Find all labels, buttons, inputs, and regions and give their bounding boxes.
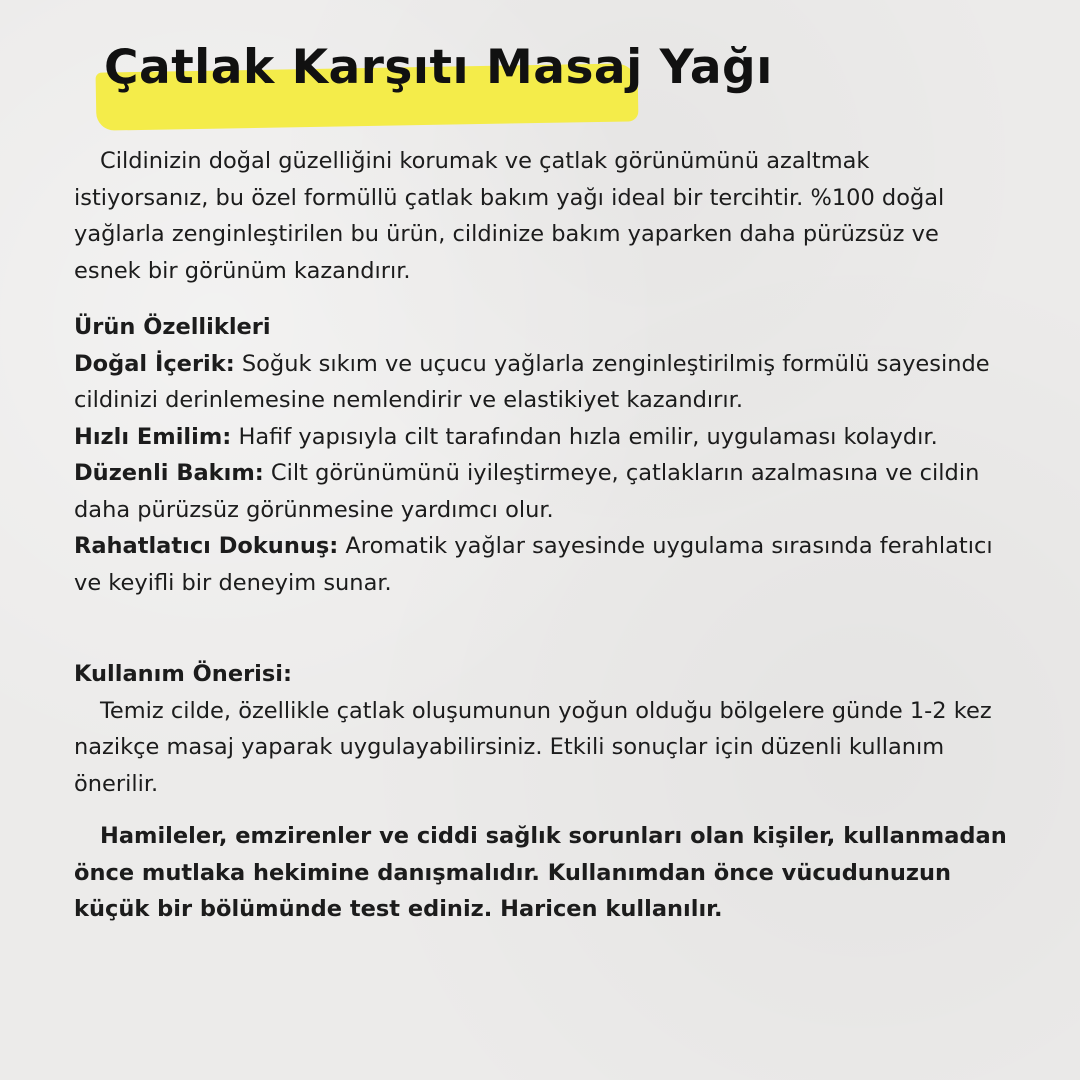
feature-text: Soğuk sıkım ve uçucu yağlarla zenginleştirilmiş formülü sayesinde cildinizi derinlemesine nemlendirir ve elastikiyet kazandırır. — [74, 350, 990, 413]
feature-text: Cilt görünümünü iyileştirmeye, çatlakların azalmasına ve cildin daha pürüzsüz görünmesine yardımcı olur. — [74, 460, 980, 523]
feature-text: Hafif yapısıyla cilt tarafından hızla emilir, uygulaması kolaydır. — [231, 423, 938, 450]
feature-label: Hızlı Emilim: — [74, 423, 232, 450]
usage-text: Temiz cilde, özellikle çatlak oluşumunun yoğun olduğu bölgelere günde 1-2 kez nazikçe masaj yaparak uygulayabilirsiniz. Etkili sonuçlar için düzenli kullanım önerilir. — [74, 697, 992, 797]
usage-paragraph — [74, 693, 1009, 803]
intro-paragraph — [74, 143, 1009, 289]
feature-item-rahatlatici-dokunus — [74, 528, 1009, 601]
title-area — [96, 38, 996, 128]
warning-text: Hamileler, emzirenler ve ciddi sağlık sorunları olan kişiler, kullanmadan önce mutlaka hekimine danışmalıdır. Kullanımdan önce vücudunuzun küçük bir bölümünde test ediniz. Haricen kullanılır. — [74, 823, 1007, 922]
page-title: Çatlak Karşıtı Masaj Yağı — [104, 40, 773, 95]
intro-text: Cildinizin doğal güzelliğini korumak ve çatlak görünümünü azaltmak istiyorsanız, bu özel formüllü çatlak bakım yağı ideal bir tercihtir. %100 doğal yağlarla zenginleştirilen bu ürün, cildinize bakım yaparken daha pürüzsüz ve esnek bir görünüm kazandırır. — [74, 148, 945, 284]
warning-paragraph — [74, 818, 1009, 928]
features-section — [74, 309, 1009, 601]
features-heading: Ürün Özellikleri — [74, 314, 271, 340]
feature-text: Aromatik yağlar sayesinde uygulama sırasında ferahlatıcı ve keyifli bir deneyim sunar. — [74, 533, 993, 596]
feature-item-dogal-icerik — [74, 346, 1009, 419]
feature-item-duzenli-bakim — [74, 455, 1009, 528]
feature-label: Düzenli Bakım: — [74, 460, 264, 486]
usage-section — [74, 656, 1009, 802]
feature-item-hizli-emilim — [74, 419, 1009, 456]
feature-label: Doğal İçerik: — [74, 350, 235, 377]
usage-heading: Kullanım Önerisi: — [74, 661, 292, 687]
feature-label: Rahatlatıcı Dokunuş: — [74, 533, 339, 559]
